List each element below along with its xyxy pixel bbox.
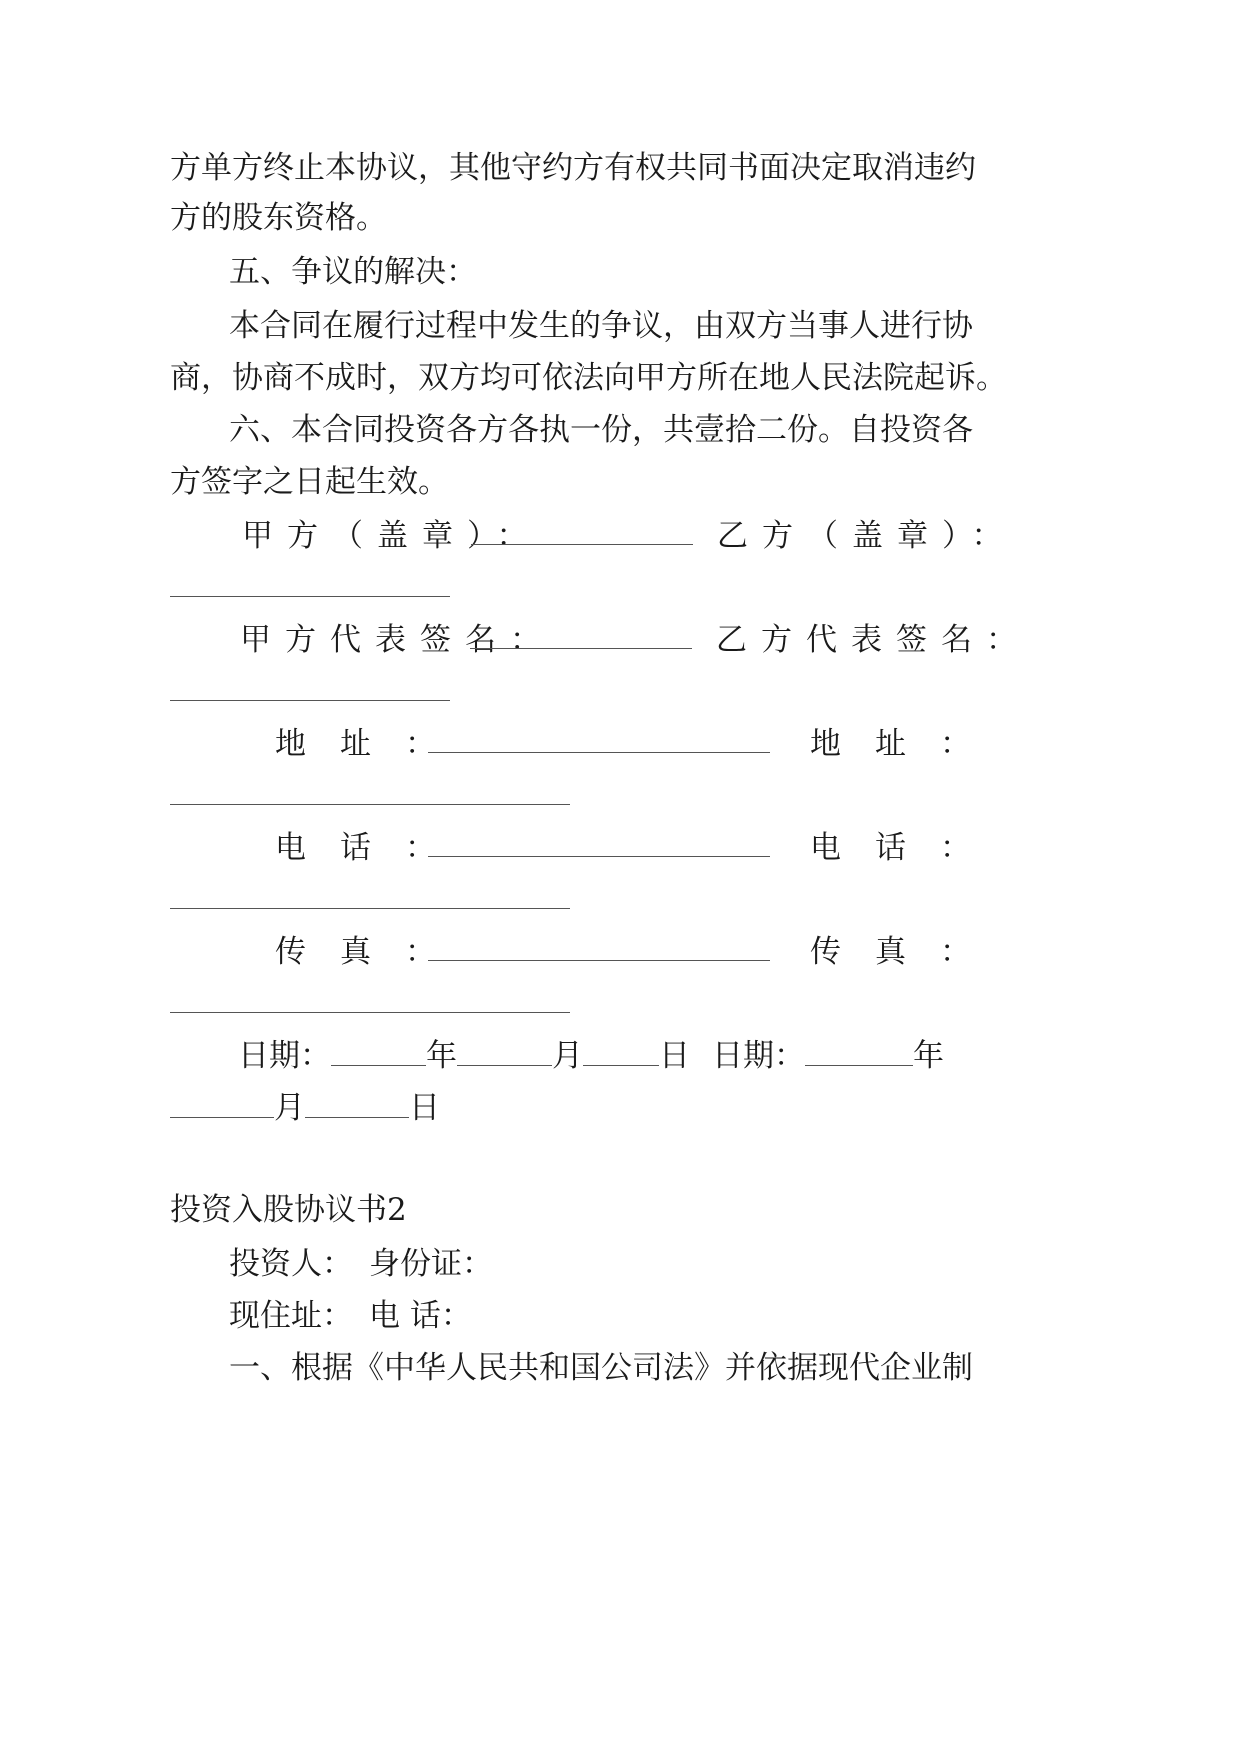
party-b-seal-label: 乙方（盖章）： bbox=[717, 518, 1017, 554]
party-b-address-blank bbox=[170, 804, 570, 805]
party-b-fax-blank bbox=[170, 1012, 570, 1013]
party-a-fax-blank bbox=[428, 960, 770, 961]
day-label: 日 bbox=[409, 1090, 440, 1126]
day-blank bbox=[305, 1089, 409, 1118]
party-b-phone-blank bbox=[170, 908, 570, 909]
party-a-phone-label: 电话： bbox=[275, 830, 470, 866]
investor-label: 投资人： bbox=[229, 1246, 353, 1282]
month-label: 月 bbox=[274, 1090, 305, 1126]
party-a-seal-label: 甲方（盖章）： bbox=[242, 518, 542, 554]
party-a-date-row bbox=[238, 1036, 690, 1076]
party-b-seal-blank bbox=[170, 596, 450, 597]
paragraph-line: 方的股东资格。 bbox=[170, 200, 387, 236]
party-b-phone-label: 电话： bbox=[810, 830, 1005, 866]
paragraph-line: 六、本合同投资各方各执一份，共壹拾二份。自投资各 bbox=[229, 412, 973, 448]
party-a-seal-blank bbox=[471, 544, 693, 545]
party-a-rep-blank bbox=[470, 648, 692, 649]
paragraph-line: 方单方终止本协议，其他守约方有权共同书面决定取消违约 bbox=[170, 150, 976, 186]
paragraph-line: 本合同在履行过程中发生的争议，由双方当事人进行协 bbox=[229, 308, 973, 344]
month-label: 月 bbox=[552, 1038, 583, 1074]
year-blank bbox=[331, 1037, 426, 1066]
party-b-date-row bbox=[712, 1036, 944, 1076]
clause-line: 一、根据《中华人民共和国公司法》并依据现代企业制 bbox=[229, 1350, 973, 1386]
phone-label: 电 话： bbox=[369, 1298, 472, 1334]
id-card-label: 身份证： bbox=[369, 1246, 493, 1282]
year-label: 年 bbox=[426, 1038, 457, 1074]
party-b-address-label: 地址： bbox=[810, 726, 1005, 762]
paragraph-line: 商，协商不成时，双方均可依法向甲方所在地人民法院起诉。 bbox=[170, 360, 1007, 396]
document-title: 投资入股协议书2 bbox=[170, 1192, 407, 1228]
party-a-fax-label: 传真： bbox=[275, 934, 470, 970]
section-heading: 五、争议的解决： bbox=[229, 254, 477, 290]
year-label: 年 bbox=[913, 1038, 944, 1074]
residence-row bbox=[229, 1296, 472, 1336]
party-a-address-label: 地址： bbox=[275, 726, 470, 762]
month-blank bbox=[457, 1037, 552, 1066]
party-b-rep-blank bbox=[170, 700, 450, 701]
date-label: 日期： bbox=[712, 1038, 805, 1074]
party-a-rep-label: 甲方代表签名： bbox=[240, 622, 555, 658]
paragraph-line: 方签字之日起生效。 bbox=[170, 464, 449, 500]
party-b-rep-label: 乙方代表签名： bbox=[716, 622, 1031, 658]
residence-label: 现住址： bbox=[229, 1298, 353, 1334]
party-a-address-blank bbox=[428, 752, 770, 753]
month-blank bbox=[170, 1089, 274, 1118]
party-b-fax-label: 传真： bbox=[810, 934, 1005, 970]
day-label: 日 bbox=[659, 1038, 690, 1074]
day-blank bbox=[583, 1037, 659, 1066]
party-a-phone-blank bbox=[428, 856, 770, 857]
party-b-date-row-cont bbox=[170, 1088, 440, 1128]
investor-row bbox=[229, 1244, 493, 1284]
date-label: 日期： bbox=[238, 1038, 331, 1074]
year-blank bbox=[805, 1037, 913, 1066]
